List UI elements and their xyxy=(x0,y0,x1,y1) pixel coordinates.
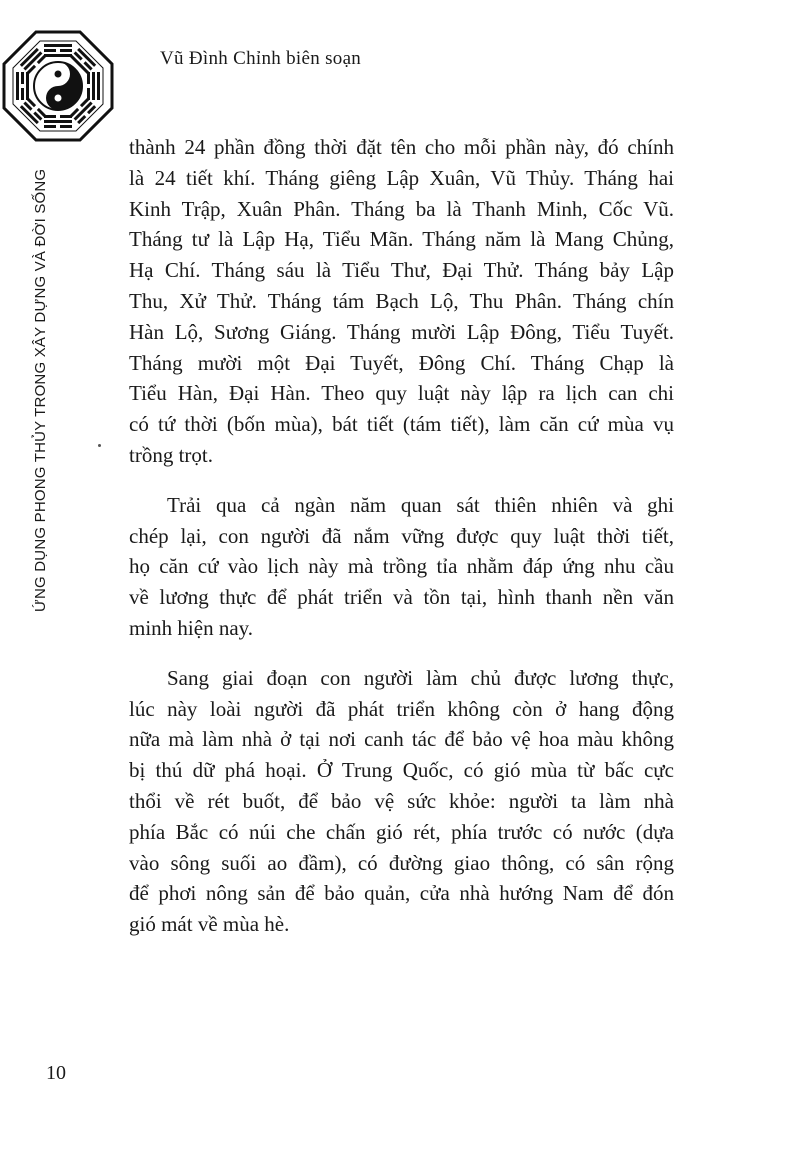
text-line: Hàn Lộ, Sương Giáng. Tháng mười Lập Đông, Tiểu Tuyết. xyxy=(129,319,674,344)
bagua-yin-yang-logo xyxy=(2,30,114,142)
text-line: để phơi nông sản để bảo quản, cửa nhà hướng Nam để đón xyxy=(129,881,674,906)
paragraph xyxy=(129,663,674,940)
text-line: Tháng mười một Đại Tuyết, Đông Chí. Tháng Chạp là xyxy=(129,350,674,375)
text-line: thành 24 phần đồng thời đặt tên cho mỗi phần này, đó chính xyxy=(129,135,674,159)
text-line: trồng trọt. xyxy=(129,442,213,467)
text-line: gió mát về mùa hè. xyxy=(129,912,290,937)
text-line: họ căn cứ vào lịch này mà trồng tỉa nhằm đáp ứng nhu cầu xyxy=(129,554,674,579)
text-line: phía Bắc có núi che chấn gió rét, phía trước có nước (dựa xyxy=(129,819,674,844)
spine-book-title: ỨNG DỤNG PHONG THỦY TRONG XÂY DỰNG VÀ ĐỜI SỐNG xyxy=(32,168,49,612)
text-line: lúc này loài người đã phát triển không còn ở hang động xyxy=(129,696,674,721)
text-line: Hạ Chí. Tháng sáu là Tiểu Thư, Đại Thử. Tháng bảy Lập xyxy=(129,258,674,283)
text-line: có tứ thời (bốn mùa), bát tiết (tám tiết), làm căn cứ mùa vụ xyxy=(129,412,674,437)
print-speck xyxy=(98,444,101,447)
text-line: vào sông suối ao đầm), có đường giao thông, có sân rộng xyxy=(129,850,674,875)
text-line: về lương thực để phát triển và tồn tại, hình thanh nền văn xyxy=(129,585,674,610)
text-line: Sang giai đoạn con người làm chủ được lương thực, xyxy=(167,665,674,690)
text-line: thổi về rét buốt, để bảo vệ sức khỏe: người ta làm nhà xyxy=(129,788,674,813)
text-line: Trải qua cả ngàn năm quan sát thiên nhiên và ghi xyxy=(167,492,674,517)
body-text xyxy=(129,132,674,940)
paragraph xyxy=(129,490,674,644)
text-line: Kinh Trập, Xuân Phân. Tháng ba là Thanh Minh, Cốc Vũ. xyxy=(129,196,674,221)
text-line: minh hiện nay. xyxy=(129,615,254,640)
paragraph xyxy=(129,132,674,471)
text-line: nữa mà làm nhà ở tại nơi canh tác để bảo vệ hoa màu không xyxy=(129,727,674,752)
text-line: Tháng tư là Lập Hạ, Tiểu Mãn. Tháng năm là Mang Chủng, xyxy=(129,227,674,252)
text-line: chép lại, con người đã nắm vững được quy luật thời tiết, xyxy=(129,523,674,548)
text-line: Thu, Xử Thử. Tháng tám Bạch Lộ, Thu Phân. Tháng chín xyxy=(129,288,674,313)
page-number: 10 xyxy=(46,1062,66,1084)
text-line: bị thú dữ phá hoại. Ở Trung Quốc, có gió mùa từ bấc cực xyxy=(129,758,674,783)
text-line: là 24 tiết khí. Tháng giêng Lập Xuân, Vũ Thủy. Tháng hai xyxy=(129,165,674,190)
running-header-author: Vũ Đình Chỉnh biên soạn xyxy=(160,48,362,69)
text-line: Tiểu Hàn, Đại Hàn. Theo quy luật này lập ra lịch can chi xyxy=(129,381,674,406)
